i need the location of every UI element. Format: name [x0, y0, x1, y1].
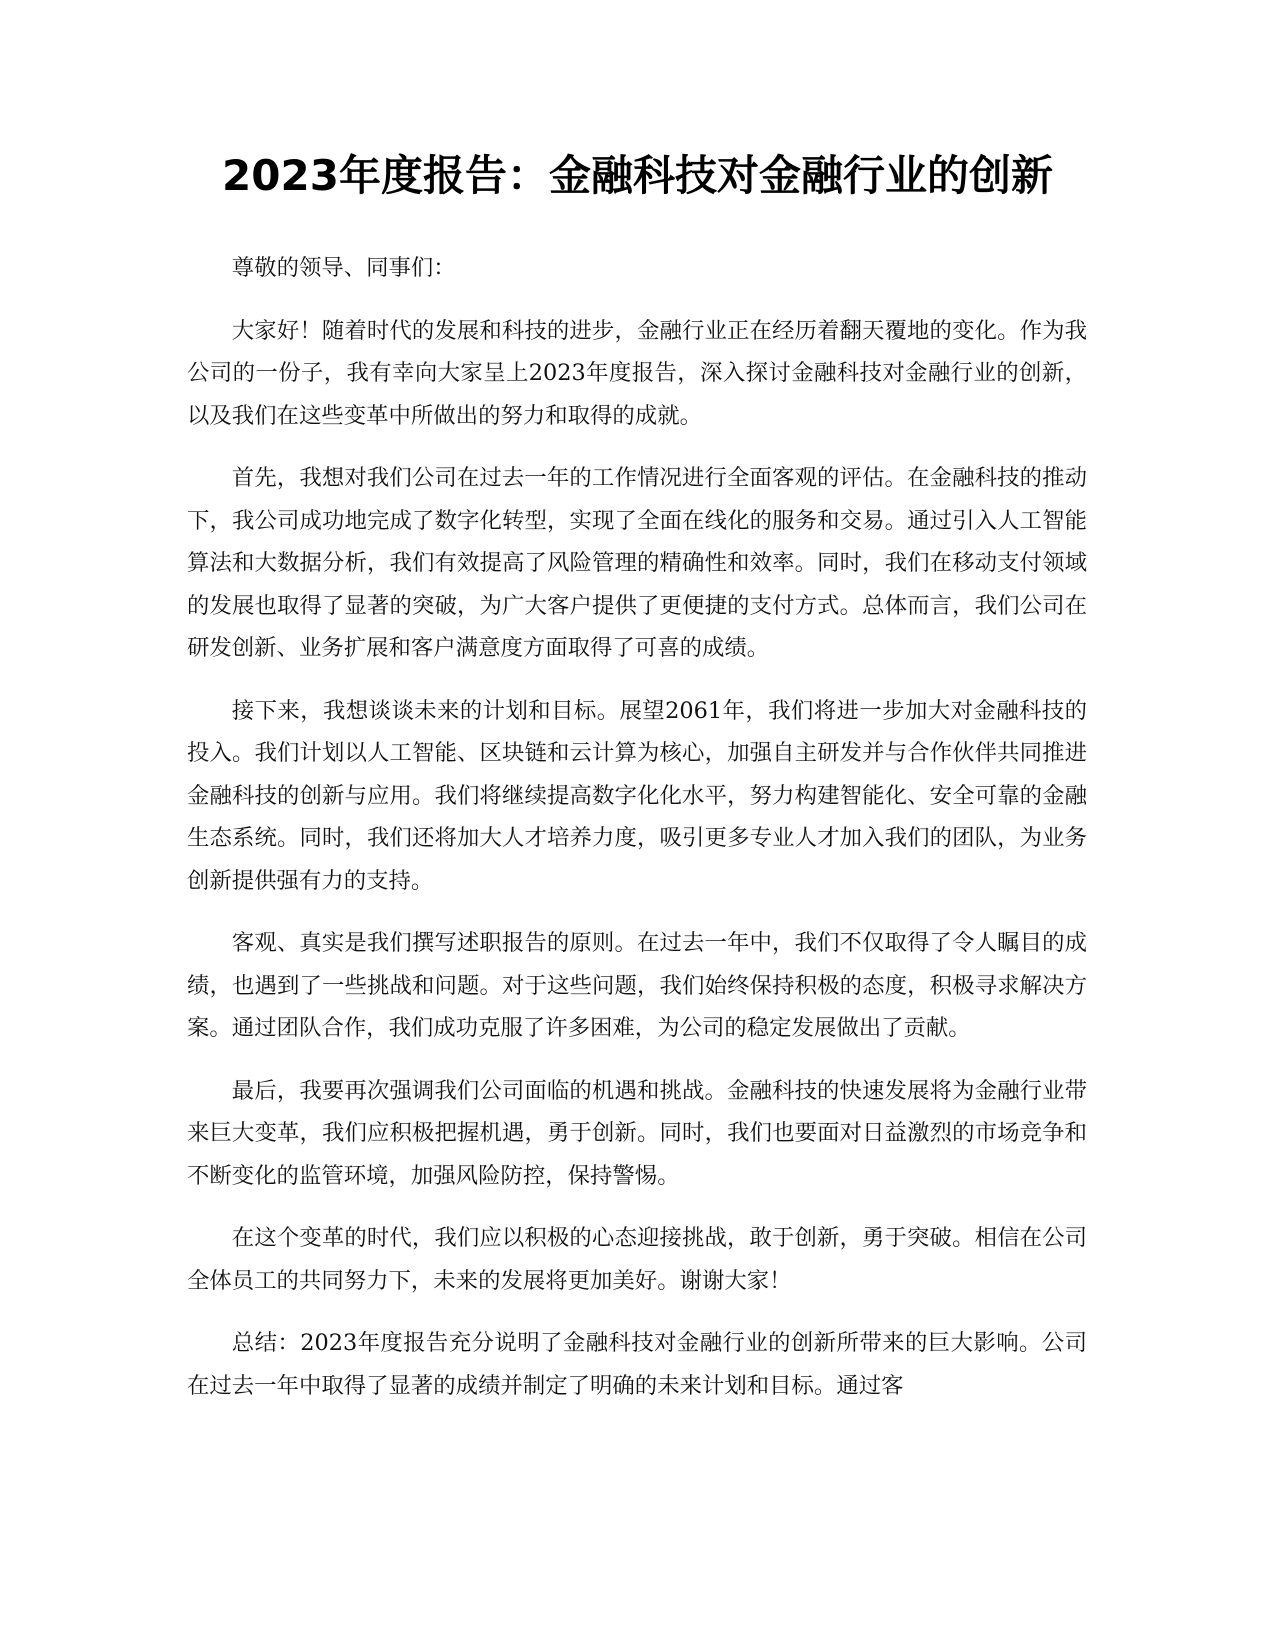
- closing-paragraph: 在这个变革的时代，我们应以积极的心态迎接挑战，敢于创新，勇于突破。相信在公司全体员工的共同努力下，未来的发展将更加美好。谢谢大家！: [187, 1225, 1087, 1294]
- document-title: 2023年度报告：金融科技对金融行业的创新: [222, 151, 1053, 200]
- challenges-paragraph: 客观、真实是我们撰写述职报告的原则。在过去一年中，我们不仅取得了令人瞩目的成绩，也遇到了一些挑战和问题。对于这些问题，我们始终保持积极的态度，积极寻求解决方案。通过团队合作，我们成功克服了许多困难，为公司的稳定发展做出了贡献。: [187, 930, 1087, 1041]
- opportunities-paragraph: 最后，我要再次强调我们公司面临的机遇和挑战。金融科技的快速发展将为金融行业带来巨大变革，我们应积极把握机遇，勇于创新。同时，我们也要面对日益激烈的市场竞争和不断变化的监管环境，加强风险防控，保持警惕。: [187, 1077, 1087, 1189]
- intro-paragraph: 大家好！随着时代的发展和科技的进步，金融行业正在经历着翻天覆地的变化。作为我公司的一份子，我有幸向大家呈上2023年度报告，深入探讨金融科技对金融行业的创新，以及我们在这些变革中所做出的努力和取得的成就。: [187, 317, 1087, 429]
- document-body: [187, 247, 1087, 1427]
- future-plan-paragraph: 接下来，我想谈谈未来的计划和目标。展望2061年，我们将进一步加大对金融科技的投入。我们计划以人工智能、区块链和云计算为核心，加强自主研发并与合作伙伴共同推进金融科技的创新与应用。我们将继续提高数字化化水平，努力构建智能化、安全可靠的金融生态系统。同时，我们还将加大人才培养力度，吸引更多专业人才加入我们的团队，为业务创新提供强有力的支持。: [187, 697, 1087, 894]
- salutation-paragraph: 尊敬的领导、同事们：: [231, 255, 456, 281]
- summary-paragraph: 总结：2023年度报告充分说明了金融科技对金融行业的创新所带来的巨大影响。公司在过去一年中取得了显著的成绩并制定了明确的未来计划和目标。通过客: [187, 1330, 1087, 1399]
- review-paragraph: 首先，我想对我们公司在过去一年的工作情况进行全面客观的评估。在金融科技的推动下，我公司成功地完成了数字化转型，实现了全面在线化的服务和交易。通过引入人工智能算法和大数据分析，我们有效提高了风险管理的精确性和效率。同时，我们在移动支付领域的发展也取得了显著的突破，为广大客户提供了更便捷的支付方式。总体而言，我们公司在研发创新、业务扩展和客户满意度方面取得了可喜的成绩。: [187, 465, 1087, 661]
